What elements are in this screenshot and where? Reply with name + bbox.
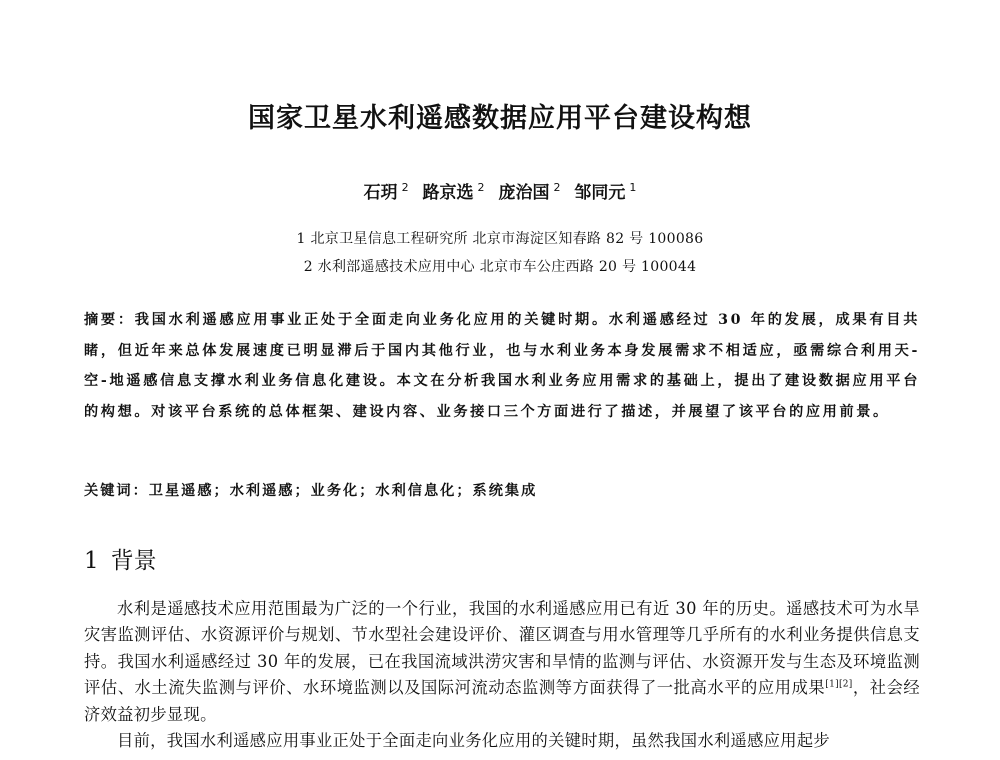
affiliation-2: 2 水利部遥感技术应用中心 北京市车公庄西路 20 号 100044	[303, 259, 697, 275]
author-name: 庞治国	[498, 183, 550, 203]
citation: [1][2]	[825, 679, 853, 690]
author-name: 石玥	[363, 183, 398, 203]
author-affiliation-mark: 2	[477, 181, 485, 195]
section-number: 1	[84, 548, 99, 574]
author-affiliation-mark: 2	[401, 181, 409, 195]
body-text	[84, 596, 920, 754]
paper-title: 国家卫星水利遥感数据应用平台建设构想	[248, 103, 752, 134]
keywords-text: 卫星遥感；水利遥感；业务化；水利信息化；系统集成	[148, 483, 538, 499]
author-list	[0, 178, 1000, 203]
author	[423, 183, 485, 203]
author-affiliation-mark: 1	[629, 181, 637, 195]
affiliation-1: 1 北京卫星信息工程研究所 北京市海淀区知春路 82 号 100086	[296, 231, 704, 247]
author	[574, 183, 636, 203]
section-heading	[84, 542, 157, 575]
abstract-text: 我国水利遥感应用事业正处于全面走向业务化应用的关键时期。水利遥感经过 30 年的发展，成果有目共睹，但近年来总体发展速度已明显滞后于国内其他行业，也与水利业务本身发展需求不相适应，亟需综合利用天-空-地遥感信息支撑水利业务信息化建设。本文在分析我国水利业务应用需求的基础上，提出了建设数据应用平台的构想。对该平台系统的总体框架、建设内容、业务接口三个方面进行了描述，并展望了该平台的应用前景。	[84, 312, 920, 420]
abstract	[84, 305, 920, 427]
section-title: 背景	[110, 548, 157, 574]
paragraph	[84, 728, 920, 754]
author	[364, 183, 409, 203]
paragraph-text: 水利是遥感技术应用范围最为广泛的一个行业，我国的水利遥感应用已有近 30 年的历史。遥感技术可为水旱灾害监测评估、水资源评价与规划、节水型社会建设评价、灌区调查与用水管理等几乎所有的水利业务提供信息支持。我国水利遥感经过 30 年的发展，已在我国流域洪涝灾害和旱情的监测与评估、水资源开发与生态及环境监测评估、水土流失监测与评价、水环境监测以及国际河流动态监测等方面获得了一批高水平的应用成果	[84, 599, 920, 698]
author-name: 邹同元	[574, 183, 626, 203]
paragraph	[84, 596, 920, 728]
author-name: 路京选	[422, 183, 474, 203]
keywords	[84, 480, 920, 500]
paragraph-text: 目前，我国水利遥感应用事业正处于全面走向业务化应用的关键时期，虽然我国水利遥感应用起步	[117, 731, 830, 751]
paragraph-text-end: ，社会经济效益初步显现。	[84, 678, 920, 724]
author-affiliation-mark: 2	[553, 181, 561, 195]
abstract-label: 摘要：	[84, 312, 135, 328]
author	[498, 183, 560, 203]
keywords-label: 关键词：	[84, 483, 149, 499]
